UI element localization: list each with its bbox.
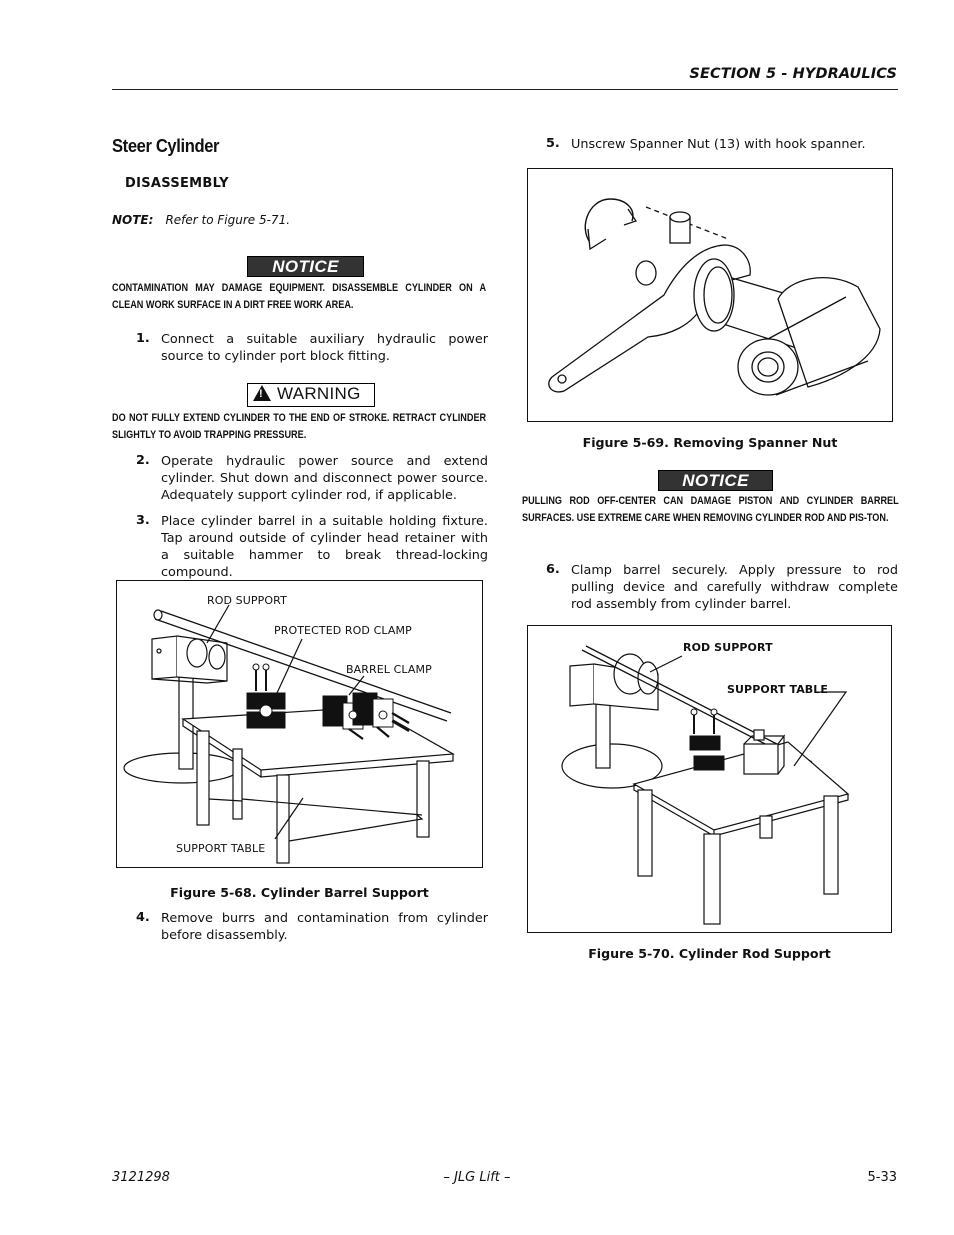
spanner-nut-illustration <box>528 169 892 421</box>
notice-badge-1: NOTICE <box>247 256 364 277</box>
step-number: 6. <box>546 562 560 577</box>
notice-text-1: CONTAMINATION MAY DAMAGE EQUIPMENT. DISASSEMBLE CYLINDER ON A CLEAN WORK SURFACE IN A DIRT FREE WORK AREA. <box>112 282 487 311</box>
step-text: Operate hydraulic power source and extend cylinder. Shut down and disconnect power source. Adequately support cylinder rod, if applicable. <box>161 454 488 503</box>
step-text: Clamp barrel securely. Apply pressure to rod pulling device and carefully withdraw complete rod assembly from cylinder barrel. <box>571 563 898 612</box>
label-rod-support: ROD SUPPORT <box>207 594 287 607</box>
figure-cylinder-barrel-support <box>116 580 483 868</box>
note-text: Refer to Figure 5-71. <box>165 213 291 227</box>
label-barrel-clamp: BARREL CLAMP <box>346 663 432 676</box>
label-support-table: SUPPORT TABLE <box>176 842 266 855</box>
note <box>112 213 290 227</box>
step-text: Place cylinder barrel in a suitable holding fixture. Tap around outside of cylinder head retainer with a suitable hammer to break thread-locking compound. <box>161 514 488 580</box>
step-text: Unscrew Spanner Nut (13) with hook spanner. <box>571 137 866 152</box>
footer-page-number: 5-33 <box>867 1170 897 1185</box>
footer-doc-number: 3121298 <box>112 1170 170 1185</box>
step-text: Remove burrs and contamination from cylinder before disassembly. <box>161 911 488 943</box>
step-number: 4. <box>136 910 150 925</box>
step-text: Connect a suitable auxiliary hydraulic power source to cylinder port block fitting. <box>161 332 488 364</box>
note-label: NOTE: <box>112 213 154 227</box>
warning-text: DO NOT FULLY EXTEND CYLINDER TO THE END OF STROKE. RETRACT CYLINDER SLIGHTLY TO AVOID TRAPPING PRESSURE. <box>112 412 487 441</box>
section-title: SECTION 5 - HYDRAULICS <box>689 66 897 82</box>
warning-badge <box>247 383 375 407</box>
label-protected-rod-clamp: PROTECTED ROD CLAMP <box>274 624 412 637</box>
label-rod-support: ROD SUPPORT <box>683 641 773 654</box>
figure-cylinder-rod-support <box>527 625 892 933</box>
warning-icon: ! <box>253 385 271 401</box>
subheading: DISASSEMBLY <box>125 176 229 191</box>
figure-caption: Figure 5-69. Removing Spanner Nut <box>582 435 838 450</box>
header-divider <box>112 89 898 90</box>
notice-text-2: PULLING ROD OFF-CENTER CAN DAMAGE PISTON AND CYLINDER BARREL SURFACES. USE EXTREME CARE WHEN REMOVING CYLINDER ROD AND PIS-TON. <box>522 495 899 524</box>
footer-center: – JLG Lift – <box>443 1170 511 1185</box>
step-number: 2. <box>136 453 150 468</box>
step-number: 1. <box>136 331 150 346</box>
rod-support-illustration <box>528 626 891 932</box>
step-number: 3. <box>136 513 150 528</box>
figure-caption: Figure 5-70. Cylinder Rod Support <box>588 946 831 961</box>
step-number: 5. <box>546 136 560 151</box>
figure-caption: Figure 5-68. Cylinder Barrel Support <box>170 885 429 900</box>
label-support-table: SUPPORT TABLE <box>727 683 829 696</box>
notice-badge-2: NOTICE <box>658 470 773 491</box>
figure-removing-spanner-nut <box>527 168 893 422</box>
warning-badge-label: WARNING <box>277 384 361 403</box>
page-heading: Steer Cylinder <box>112 136 220 156</box>
